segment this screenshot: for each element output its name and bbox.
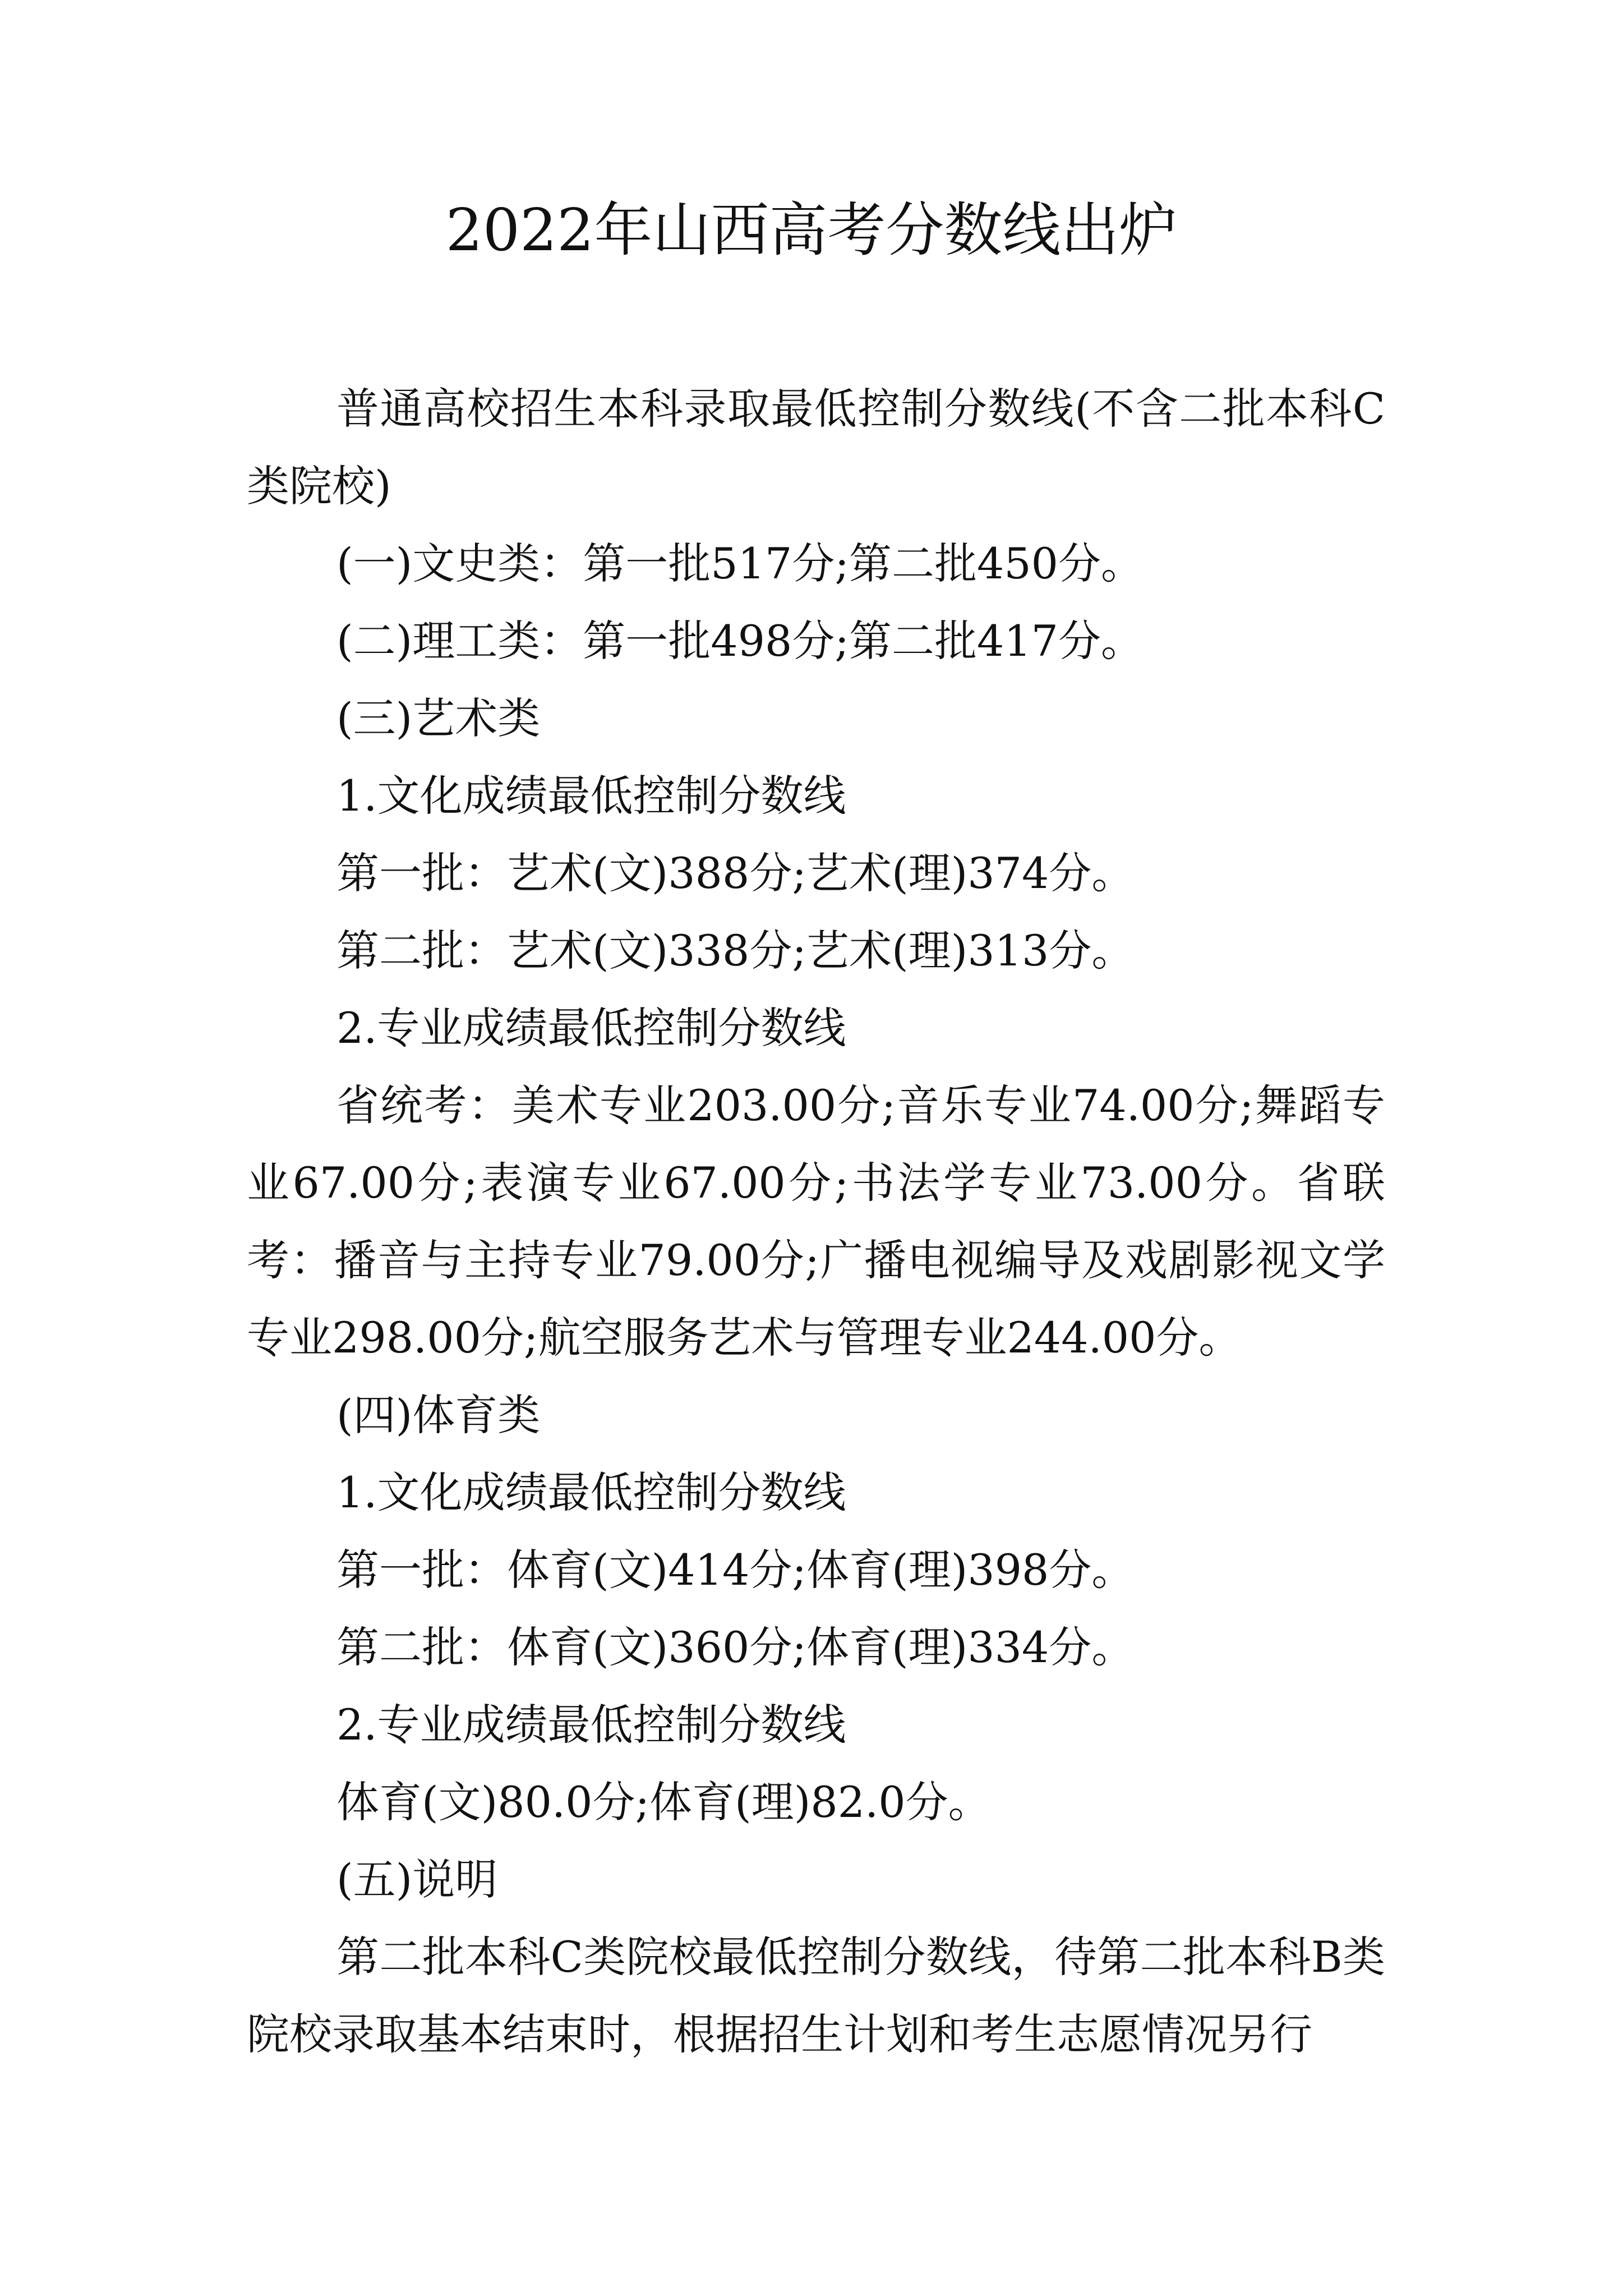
subheading-sports-major: 2.专业成绩最低控制分数线 — [336, 1700, 846, 1750]
subheading-arts-major: 2.专业成绩最低控制分数线 — [336, 1003, 846, 1053]
heading-arts: (三)艺术类 — [336, 693, 541, 743]
paragraph-arts-batch-1: 第一批：艺术(文)388分;艺术(理)374分。 — [336, 848, 1135, 898]
paragraph-intro: 普通高校招生本科录取最低控制分数线(不含二批本科C类院校) — [247, 384, 1385, 511]
paragraph-sports-batch-1: 第一批：体育(文)414分;体育(理)398分。 — [336, 1545, 1135, 1595]
paragraph-science: (二)理工类：第一批498分;第二批417分。 — [336, 616, 1144, 666]
paragraph-liberal-arts: (一)文史类：第一批517分;第二批450分。 — [336, 539, 1144, 588]
paragraph-notes: 第二批本科C类院校最低控制分数线，待第二批本科B类院校录取基本结束时，根据招生计划和考生志愿情况另行 — [247, 1932, 1385, 2059]
subheading-sports-culture: 1.文化成绩最低控制分数线 — [336, 1467, 846, 1517]
paragraph-sports-batch-2: 第二批：体育(文)360分;体育(理)334分。 — [336, 1622, 1135, 1672]
heading-notes: (五)说明 — [336, 1855, 498, 1904]
paragraph-sports-major-scores: 体育(文)80.0分;体育(理)82.0分。 — [336, 1777, 991, 1827]
paragraph-arts-major-scores: 省统考：美术专业203.00分;音乐专业74.00分;舞蹈专业67.00分;表演专业67.00分;书法学专业73.00分。省联考：播音与主持专业79.00分;广播电视编导及戏剧影视文学专业298.00分;航空服务艺术与管理专业244.00分。 — [247, 1080, 1385, 1363]
heading-sports: (四)体育类 — [336, 1390, 541, 1440]
subheading-arts-culture: 1.文化成绩最低控制分数线 — [336, 771, 846, 821]
document-title: 2022年山西高考分数线出炉 — [445, 196, 1178, 264]
paragraph-arts-batch-2: 第二批：艺术(文)338分;艺术(理)313分。 — [336, 926, 1135, 976]
document-body — [247, 370, 1385, 2073]
